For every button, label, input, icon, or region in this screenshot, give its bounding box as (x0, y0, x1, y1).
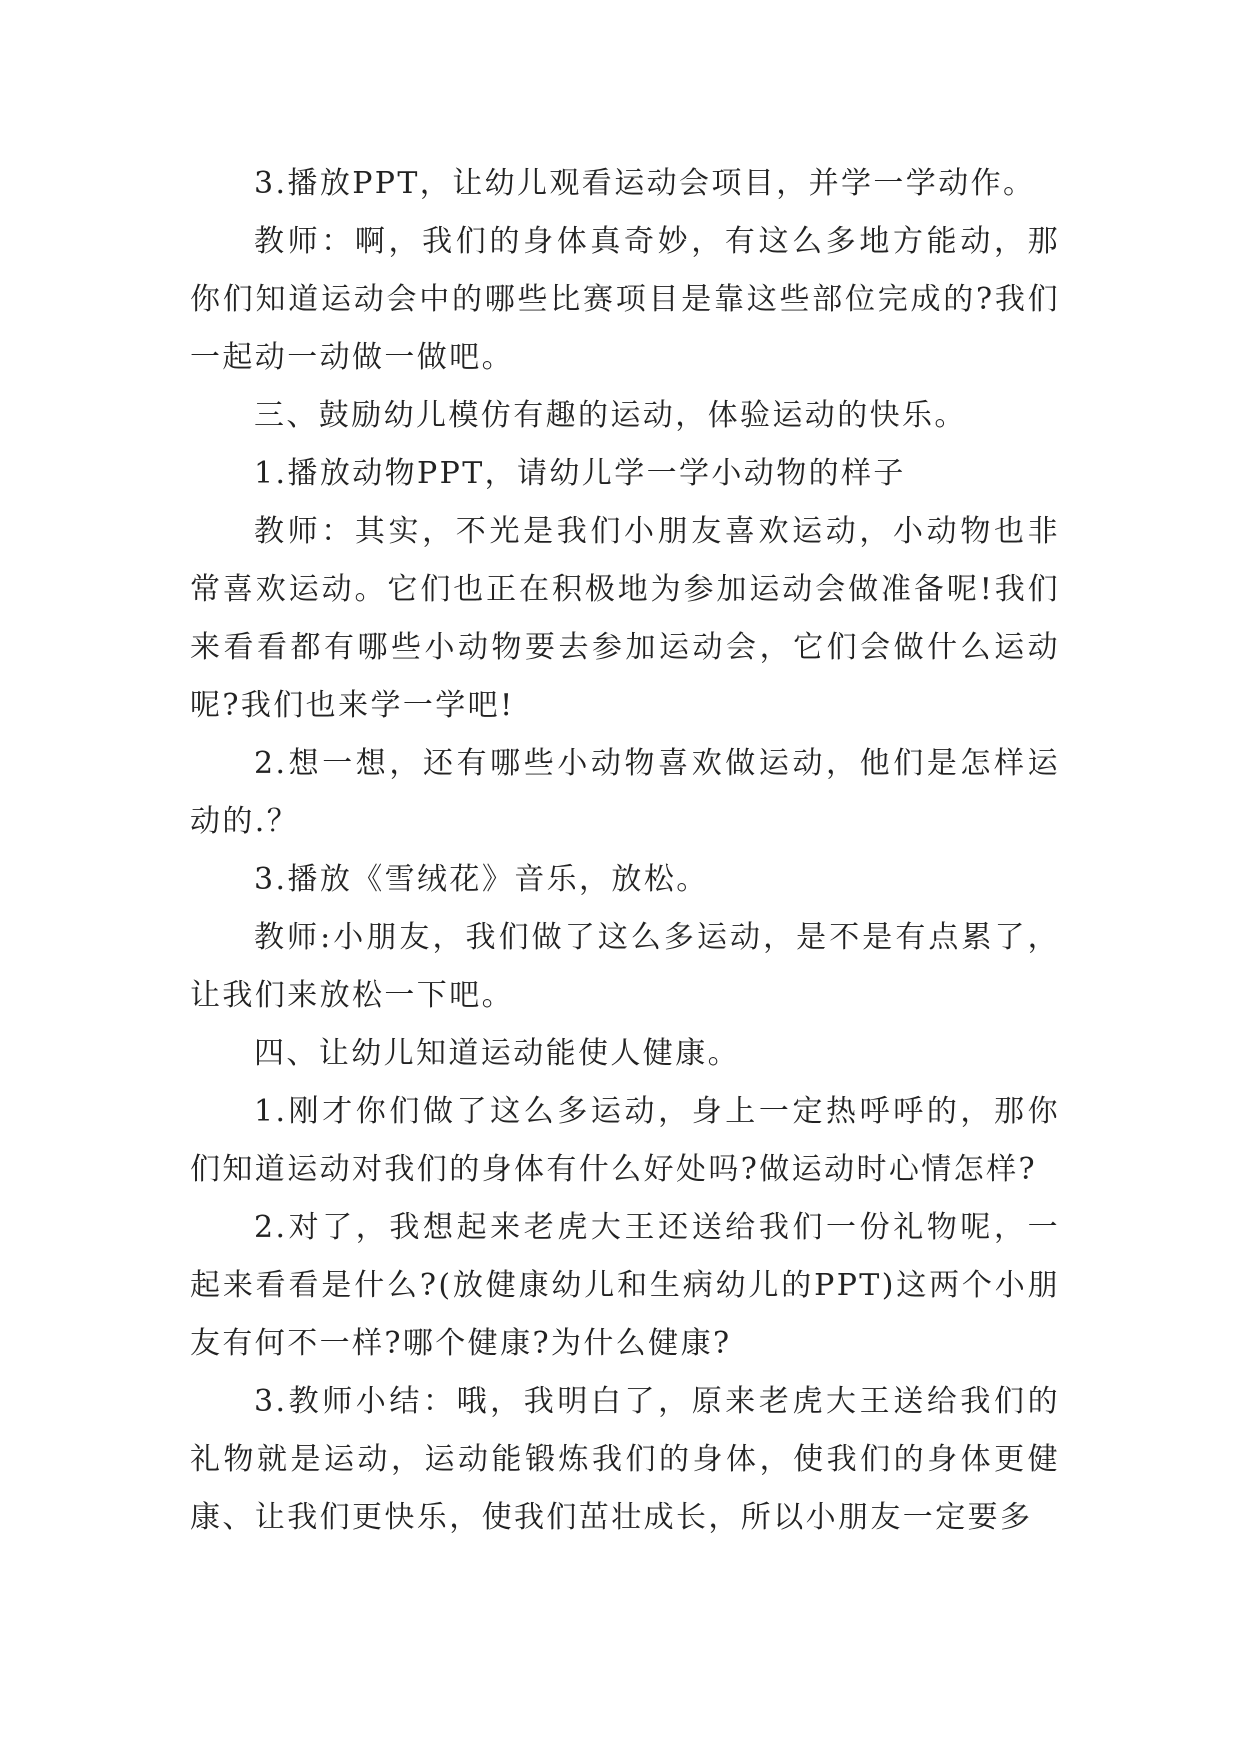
document-body (190, 155, 1060, 1547)
paragraph: 2.想一想，还有哪些小动物喜欢做运动，他们是怎样运动的.？ (190, 746, 1060, 839)
paragraph: 1.刚才你们做了这么多运动，身上一定热呼呼的，那你们知道运动对我们的身体有什么好处吗?做运动时心情怎样? (190, 1094, 1060, 1187)
paragraph: 2.对了，我想起来老虎大王还送给我们一份礼物呢，一起来看看是什么?(放健康幼儿和生病幼儿的PPT)这两个小朋友有何不一样?哪个健康?为什么健康? (190, 1210, 1060, 1361)
section-heading: 三、鼓励幼儿模仿有趣的运动，体验运动的快乐。 (254, 398, 967, 433)
paragraph: 3.播放《雪绒花》音乐，放松。 (254, 862, 709, 897)
paragraph: 教师：啊，我们的身体真奇妙，有这么多地方能动，那你们知道运动会中的哪些比赛项目是靠这些部位完成的?我们一起动一动做一做吧。 (190, 224, 1060, 375)
paragraph: 教师：其实，不光是我们小朋友喜欢运动，小动物也非常喜欢运动。它们也正在积极地为参加运动会做准备呢!我们来看看都有哪些小动物要去参加运动会，它们会做什么运动呢?我们也来学一学吧! (190, 514, 1060, 723)
paragraph: 3.教师小结：哦，我明白了，原来老虎大王送给我们的礼物就是运动，运动能锻炼我们的身体，使我们的身体更健康、让我们更快乐，使我们茁壮成长，所以小朋友一定要多 (190, 1384, 1060, 1535)
paragraph: 1.播放动物PPT，请幼儿学一学小动物的样子 (254, 456, 906, 491)
paragraph: 教师:小朋友，我们做了这么多运动，是不是有点累了，让我们来放松一下吧。 (190, 920, 1060, 1013)
paragraph: 3.播放PPT，让幼儿观看运动会项目，并学一学动作。 (254, 166, 1036, 201)
section-heading: 四、让幼儿知道运动能使人健康。 (254, 1036, 740, 1071)
